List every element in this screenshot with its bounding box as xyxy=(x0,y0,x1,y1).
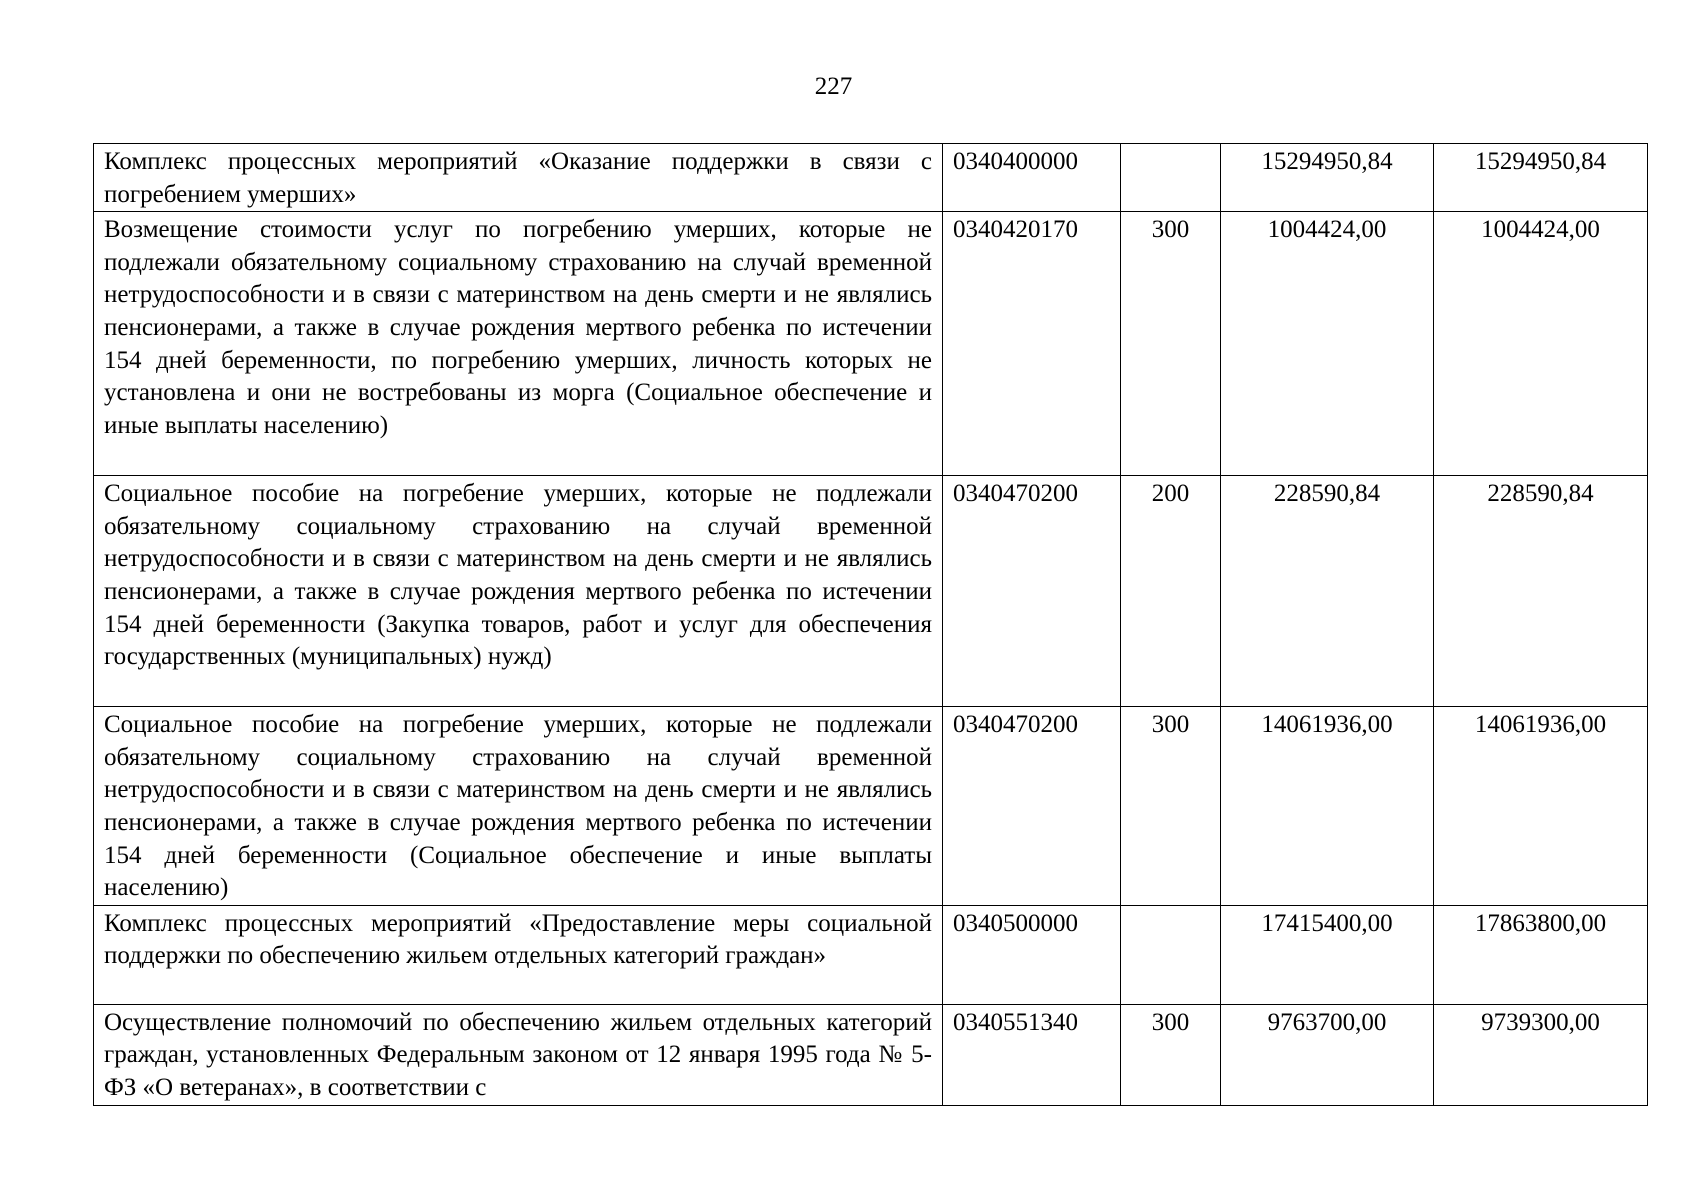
budget-table xyxy=(93,143,1648,1106)
row-name: Осуществление полномочий по обеспечению жильем отдельных категорий граждан, установленных Федеральным законом от 12 января 1995 года № 5-ФЗ «О ветеранах», в соответствии с xyxy=(94,1004,943,1105)
amount-year-2: 9739300,00 xyxy=(1434,1004,1648,1105)
expense-type-code: 300 xyxy=(1121,212,1221,476)
expense-type-code: 300 xyxy=(1121,1004,1221,1105)
expense-type-code: 200 xyxy=(1121,476,1221,707)
target-article-code: 0340470200 xyxy=(943,707,1121,906)
row-name: Возмещение стоимости услуг по погребению умерших, которые не подлежали обязательному социальному страхованию на случай временной нетрудоспособности и в связи с материнством на день смерти и не являлись пенсионерами, а также в случае рождения мертвого ребенка по истечении 154 дней беременности, по погребению умерших, личность которых не установлена и они не востребованы из морга (Социальное обеспечение и иные выплаты населению) xyxy=(94,212,943,476)
table-row xyxy=(94,905,1648,1004)
expense-type-code xyxy=(1121,144,1221,212)
row-name: Комплекс процессных мероприятий «Оказание поддержки в связи с погребением умерших» xyxy=(94,144,943,212)
amount-year-2: 1004424,00 xyxy=(1434,212,1648,476)
amount-year-1: 9763700,00 xyxy=(1221,1004,1434,1105)
row-name: Социальное пособие на погребение умерших, которые не подлежали обязательному социальному страхованию на случай временной нетрудоспособности и в связи с материнством на день смерти и не являлись пенсионерами, а также в случае рождения мертвого ребенка по истечении 154 дней беременности (Социальное обеспечение и иные выплаты населению) xyxy=(94,707,943,906)
amount-year-2: 228590,84 xyxy=(1434,476,1648,707)
amount-year-2: 14061936,00 xyxy=(1434,707,1648,906)
target-article-code: 0340470200 xyxy=(943,476,1121,707)
amount-year-1: 228590,84 xyxy=(1221,476,1434,707)
table-row xyxy=(94,144,1648,212)
amount-year-1: 1004424,00 xyxy=(1221,212,1434,476)
amount-year-1: 15294950,84 xyxy=(1221,144,1434,212)
table-row xyxy=(94,1004,1648,1105)
page-number: 227 xyxy=(814,73,853,100)
target-article-code: 0340500000 xyxy=(943,905,1121,1004)
table-row xyxy=(94,476,1648,707)
expense-type-code xyxy=(1121,905,1221,1004)
row-name: Комплекс процессных мероприятий «Предоставление меры социальной поддержки по обеспечению жильем отдельных категорий граждан» xyxy=(94,905,943,1004)
target-article-code: 0340420170 xyxy=(943,212,1121,476)
amount-year-1: 17415400,00 xyxy=(1221,905,1434,1004)
table-row xyxy=(94,212,1648,476)
amount-year-1: 14061936,00 xyxy=(1221,707,1434,906)
target-article-code: 0340400000 xyxy=(943,144,1121,212)
expense-type-code: 300 xyxy=(1121,707,1221,906)
table-row xyxy=(94,707,1648,906)
target-article-code: 0340551340 xyxy=(943,1004,1121,1105)
amount-year-2: 15294950,84 xyxy=(1434,144,1648,212)
row-name: Социальное пособие на погребение умерших, которые не подлежали обязательному социальному страхованию на случай временной нетрудоспособности и в связи с материнством на день смерти и не являлись пенсионерами, а также в случае рождения мертвого ребенка по истечении 154 дней беременности (Закупка товаров, работ и услуг для обеспечения государственных (муниципальных) нужд) xyxy=(94,476,943,707)
amount-year-2: 17863800,00 xyxy=(1434,905,1648,1004)
